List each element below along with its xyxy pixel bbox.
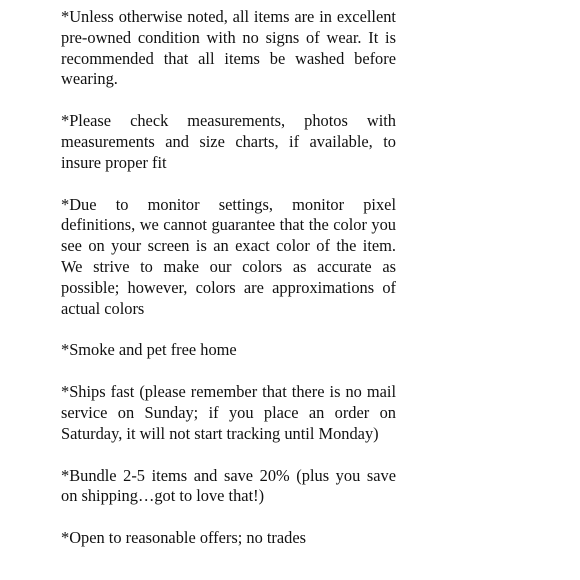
seller-notes (61, 7, 396, 549)
shipping-note: *Ships fast (please remember that there is no mail service on Sunday; if you place an order on Saturday, it will not start tracking until Monday) (61, 382, 396, 443)
condition-note: *Unless otherwise noted, all items are in excellent pre-owned condition with no signs of wear. It is recommended that all items be washed before wearing. (61, 7, 396, 89)
smoke-pet-free-note: *Smoke and pet free home (61, 340, 237, 360)
offers-note: *Open to reasonable offers; no trades (61, 528, 307, 548)
measurements-note: *Please check measurements, photos with measurements and size charts, if available, to insure proper fit (61, 111, 396, 172)
color-disclaimer-note: *Due to monitor settings, monitor pixel definitions, we cannot guarantee that the color you see on your screen is an exact color of the item. We strive to make our colors as accurate as possible; however, colors are approximations of actual colors (61, 194, 396, 318)
bundle-discount-note: *Bundle 2-5 items and save 20% (plus you save on shipping…got to love that!) (61, 465, 396, 506)
